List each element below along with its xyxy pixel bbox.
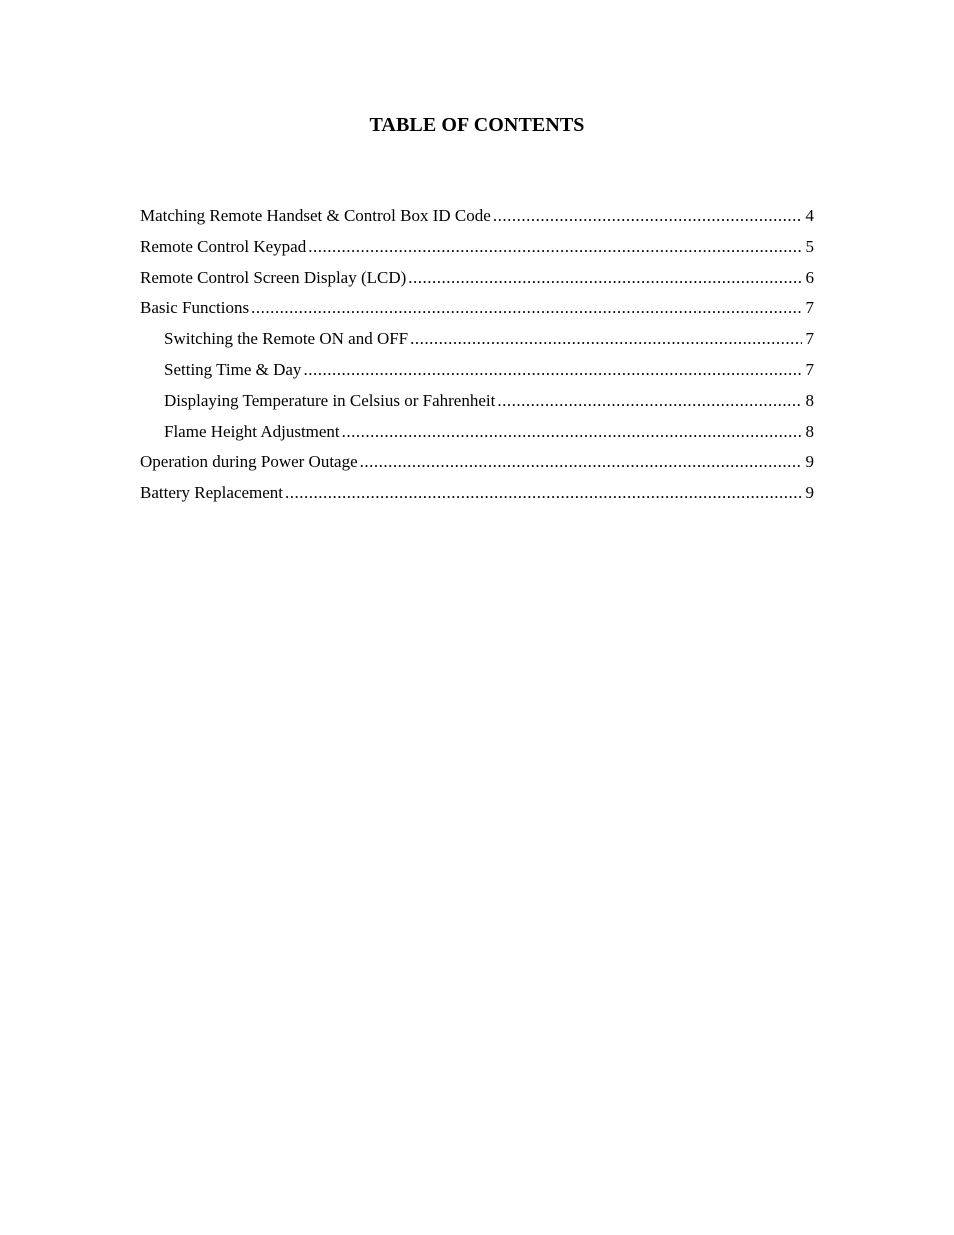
toc-entry-matching-id-code[interactable] [140,203,814,234]
toc-entry-setting-time-day[interactable] [140,357,814,388]
toc-page-number: 6 [805,267,814,287]
toc-entry-label: Switching the Remote ON and OFF [164,329,409,349]
toc-entry-battery-replacement[interactable] [140,480,814,511]
toc-page-number: 4 [805,206,814,225]
toc-entry-label: Battery Replacement [140,483,284,503]
toc-page-number: 8 [805,390,814,410]
toc-entry-label: Flame Height Adjustment [164,421,340,441]
toc-page-number: 7 [805,359,814,379]
toc-entry-label: Setting Time & Day [164,359,302,379]
toc-dot-leader [497,388,802,414]
toc-entry-temperature-units[interactable] [140,388,814,419]
toc-dot-leader [410,326,802,352]
toc-title: TABLE OF CONTENTS [369,114,585,136]
toc-entry-label: Basic Functions [140,298,250,318]
toc-dot-leader [285,480,802,506]
toc-entry-label: Remote Control Keypad [140,236,307,256]
toc-dot-leader [303,357,802,383]
toc-page-number: 9 [805,483,814,503]
toc-list [140,203,814,511]
toc-page-number: 9 [805,452,814,472]
toc-page-number: 7 [805,298,814,318]
toc-dot-leader [408,265,802,291]
toc-entry-label: Matching Remote Handset & Control Box ID Code [140,206,491,225]
toc-page-number: 8 [805,421,814,441]
toc-entry-screen-display[interactable] [140,265,814,296]
toc-entry-remote-keypad[interactable] [140,234,814,265]
toc-entry-label: Displaying Temperature in Celsius or Fahrenheit [164,390,496,410]
toc-entry-power-outage[interactable] [140,449,814,480]
toc-entry-label: Operation during Power Outage [140,452,358,472]
toc-page-number: 7 [805,329,814,349]
toc-dot-leader [360,449,802,475]
toc-entry-basic-functions[interactable] [140,295,814,326]
toc-page-number: 5 [805,236,814,256]
toc-dot-leader [308,234,802,260]
toc-entry-flame-height[interactable] [140,419,814,450]
toc-dot-leader [251,295,802,321]
toc-entry-label: Remote Control Screen Display (LCD) [140,267,407,287]
toc-dot-leader [493,203,802,229]
toc-dot-leader [342,419,802,445]
toc-entry-switching-on-off[interactable] [140,326,814,357]
